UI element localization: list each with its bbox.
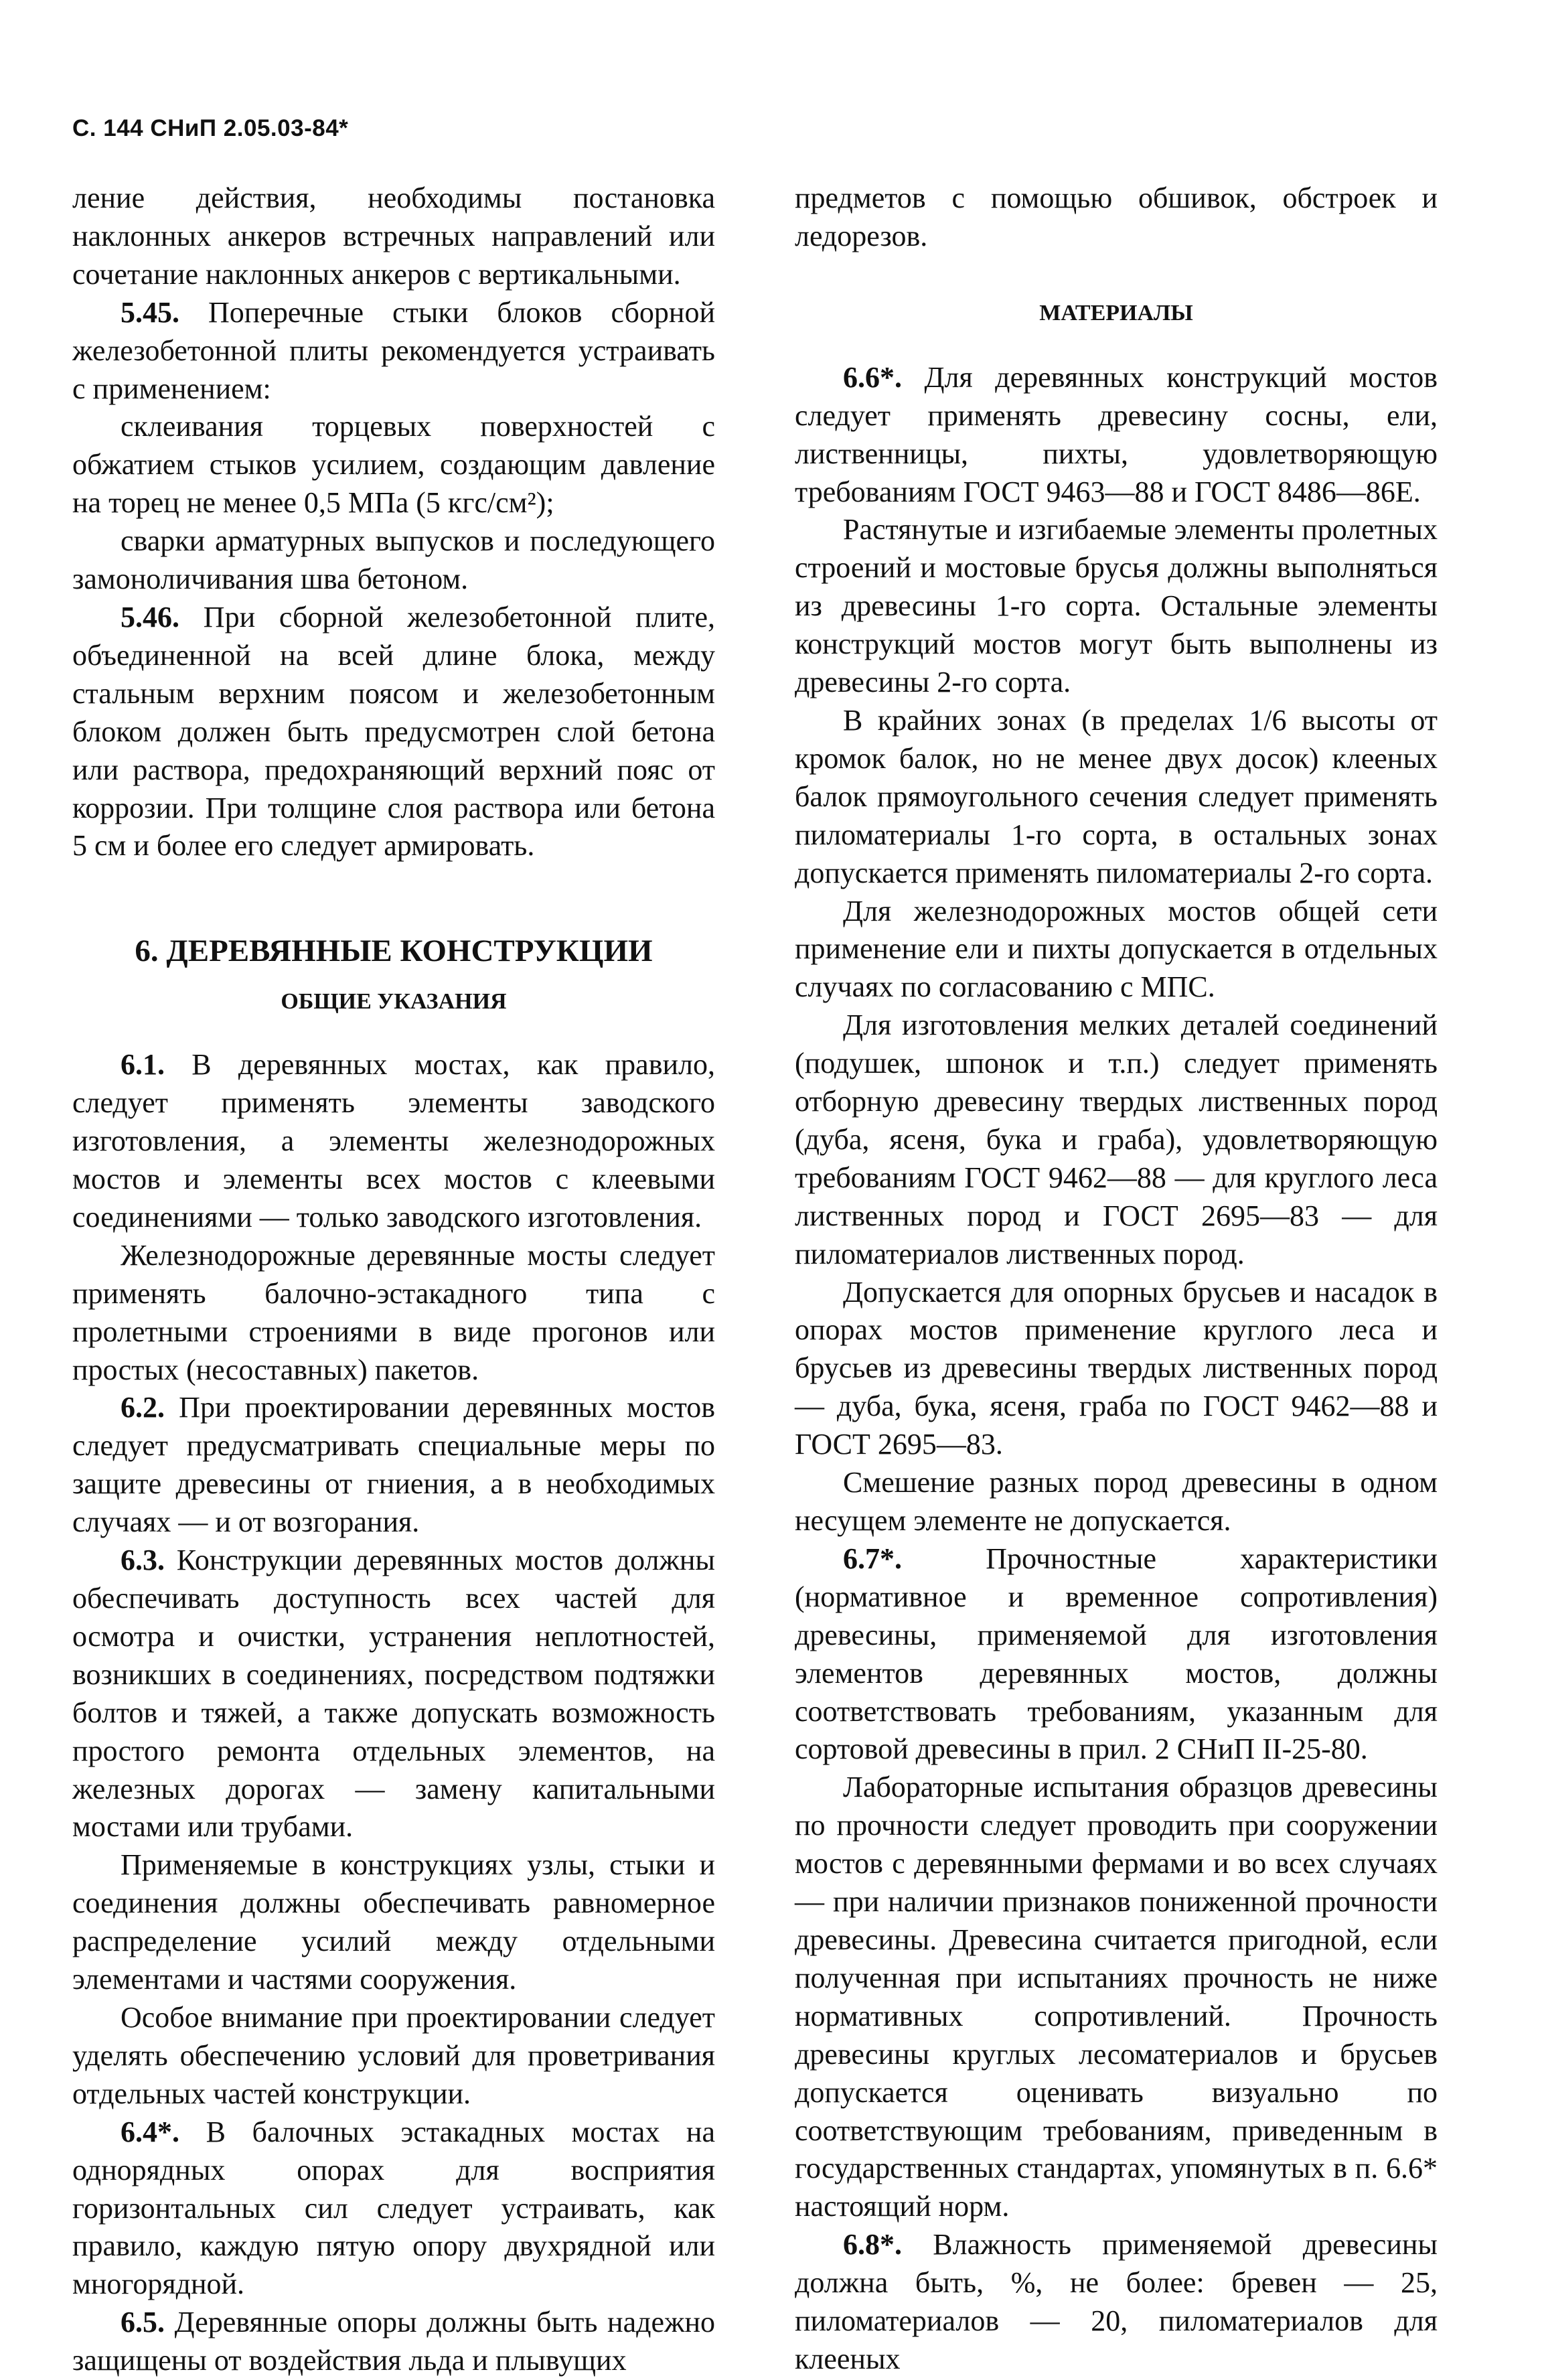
clause-6-2	[72, 1389, 715, 1542]
clause-6-8	[795, 2226, 1438, 2379]
clause-number: 6.7*.	[843, 1542, 902, 1575]
paragraph: предметов с помощью обшивок, обстроек и ледорезов.	[795, 181, 1438, 252]
clause-text: Конструкции деревянных мостов должны обеспечивать доступность всех частей для осмотра и очистки, устранения неплотностей, возникших в соединениях, посредством подтяжки болтов и тяжей, а также допускать возможность простого ремонта отдельных элементов, на железных дорогах — замену капитальными мостами или трубами.	[72, 1544, 715, 1844]
paragraph: склеивания торцевых поверхностей с обжатием стыков усилием, создающим давление на торец не менее 0,5 МПа (5 кгс/см²);	[72, 410, 715, 520]
clause-text: Деревянные опоры должны быть надежно защищены от воздействия льда и плывущих	[72, 2306, 715, 2377]
clause-6-7	[795, 1540, 1438, 1769]
clause-text: Влажность применяемой древесины должна быть, %, не более: бревен — 25, пиломатериалов — 20, пиломатериалов для клееных	[795, 2228, 1438, 2375]
page-header: С. 144 СНиП 2.05.03-84*	[72, 115, 349, 141]
paragraph: Для железнодорожных мостов общей сети применение ели и пихты допускается в отдельных случаях по согласованию с МПС.	[795, 894, 1438, 1004]
clause-5-46	[72, 599, 715, 865]
paragraph: Для изготовления мелких деталей соединений (подушек, шпонок и т.п.) следует применять отборную древесину твердых лиственных пород (дуба, ясеня, бука и граба), удовлетворяющую требованиям ГОСТ 9462—88 — для круглого леса лиственных пород и ГОСТ 2695—83 — для пиломатериалов лиственных пород.	[795, 1009, 1438, 1270]
clause-6-3	[72, 1542, 715, 1846]
clause-text: Для деревянных конструкций мостов следует применять древесину сосны, ели, лиственницы, пихты, удовлетворяющую требованиям ГОСТ 9463—88 и ГОСТ 8486—86Е.	[795, 360, 1438, 508]
clause-text: Поперечные стыки блоков сборной железобетонной плиты рекомендуется устраивать с применением:	[72, 295, 715, 405]
paragraph: В крайних зонах (в пределах 1/6 высоты от кромок балок, но не менее двух досок) клееных балок прямоугольного сечения следует применять пиломатериалы 1-го сорта, в остальных зонах допускается применять пиломатериалы 2-го сорта.	[795, 703, 1438, 889]
paragraph: Применяемые в конструкциях узлы, стыки и соединения должны обеспечивать равномерное распределение усилий между отдельными элементами и частями сооружения.	[72, 1848, 715, 1996]
clause-text: Прочностные характеристики (нормативное и временное сопротивления) древесины, применяемой для изготовления элементов деревянных мостов, должны соответствовать требованиям, указанным для сортовой древесины в прил. 2 СНиП II-25-80.	[795, 1542, 1438, 1766]
clause-number: 6.4*.	[121, 2115, 179, 2148]
subsection-title: ОБЩИЕ УКАЗАНИЯ	[281, 989, 507, 1015]
clause-6-5	[72, 2304, 715, 2380]
clause-number: 6.5.	[121, 2306, 165, 2339]
clause-5-45	[72, 294, 715, 408]
clause-text: В деревянных мостах, как правило, следует применять элементы заводского изготовления, а элементы железнодорожных мостов и элементы всех мостов с клеевыми соединениями — только заводского изготовления.	[72, 1048, 715, 1234]
paragraph: Лабораторные испытания образцов древесины по прочности следует проводить при сооружении мостов с деревянными фермами и во всех случаях — при наличии признаков пониженной прочности древесины. Древесина считается пригодной, если полученная при испытаниях прочность не ниже нормативных сопротивлений. Прочность древесины круглых лесоматериалов и брусьев допускается оценивать визуально по соответствующим требованиям, приведенным в государственных стандартах, упомянутых в п. 6.6* настоящий норм.	[795, 1771, 1438, 2223]
clause-number: 6.8*.	[843, 2228, 902, 2261]
paragraph: сварки арматурных выпусков и последующего замоноличивания шва бетоном.	[72, 524, 715, 596]
section-title: 6. ДЕРЕВЯННЫЕ КОНСТРУКЦИИ	[135, 934, 653, 969]
clause-6-1	[72, 1046, 715, 1237]
clause-6-6	[795, 359, 1438, 512]
left-column	[72, 179, 715, 2380]
clause-number: 6.3.	[121, 1544, 165, 1577]
paragraph: Растянутые и изгибаемые элементы пролетных строений и мостовые брусья должны выполняться из древесины 1-го сорта. Остальные элементы конструкций мостов могут быть выполнены из древесины 2-го сорта.	[795, 513, 1438, 699]
subsection-title: МАТЕРИАЛЫ	[1039, 300, 1193, 325]
clause-text: В балочных эстакадных мостах на однорядных опорах для восприятия горизонтальных сил следует устраивать, как правило, каждую пятую опору двухрядной или многорядной.	[72, 2115, 715, 2301]
paragraph: Смешение разных пород древесины в одном несущем элементе не допускается.	[795, 1466, 1438, 1537]
paragraph: Допускается для опорных брусьев и насадок в опорах мостов применение круглого леса и брусьев из древесины твердых лиственных пород — дуба, бука, ясеня, граба по ГОСТ 9462—88 и ГОСТ 2695—83.	[795, 1275, 1438, 1461]
paragraph: Железнодорожные деревянные мосты следует применять балочно-эстакадного типа с пролетными строениями в виде прогонов или простых (несоставных) пакетов.	[72, 1238, 715, 1386]
clause-text: При сборной железобетонной плите, объединенной на всей длине блока, между стальным верхним поясом и железобетонным блоком должен быть предусмотрен слой бетона или раствора, предохраняющий верхний пояс от коррозии. При толщине слоя раствора или бетона 5 см и более его следует армировать.	[72, 600, 715, 863]
paragraph: Особое внимание при проектировании следует уделять обеспечению условий для проветривания отдельных частей конструкции.	[72, 2000, 715, 2110]
clause-text: При проектировании деревянных мостов следует предусматривать специальные меры по защите древесины от гниения, а в необходимых случаях — и от возгорания.	[72, 1391, 715, 1539]
right-column	[795, 179, 1438, 2379]
paragraph: ление действия, необходимы постановка наклонных анкеров встречных направлений или сочетание наклонных анкеров с вертикальными.	[72, 181, 715, 291]
clause-number: 5.45.	[121, 295, 179, 329]
clause-number: 6.1.	[121, 1048, 165, 1082]
clause-number: 6.6*.	[843, 360, 902, 394]
clause-6-4	[72, 2113, 715, 2304]
clause-number: 5.46.	[121, 600, 179, 634]
clause-number: 6.2.	[121, 1391, 165, 1424]
